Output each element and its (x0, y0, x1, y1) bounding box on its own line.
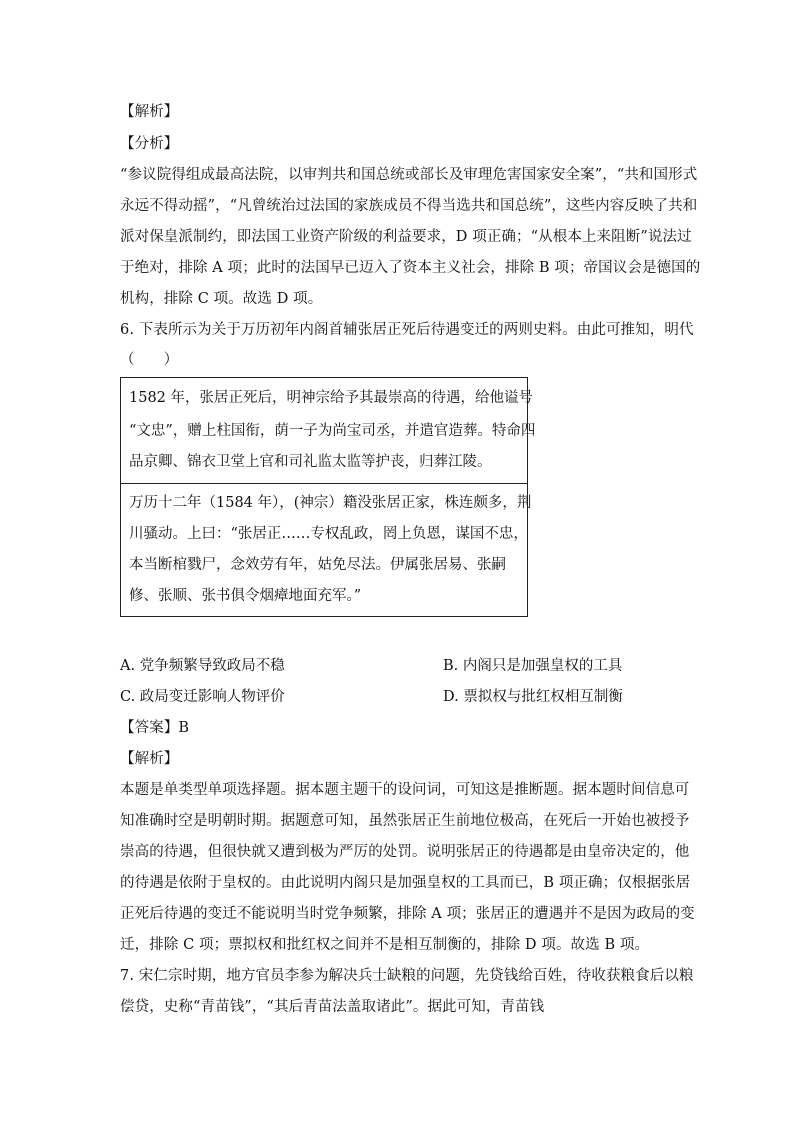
q5-body-line: 永远不得动摇”，“凡曾统治过法国的家族成员不得当选共和国总统”，这些内容反映了共和 (120, 198, 698, 214)
option-b: B. 内阁只是加强皇权的工具 (443, 658, 623, 674)
q6-explanation-line: 迁，排除 C 项；票拟权和批红权之间并不是相互制衡的，排除 D 项。故选 B 项。 (120, 937, 650, 953)
q5-body-line: 于绝对，排除 A 项；此时的法国早已迈入了资本主义社会，排除 B 项；帝国议会是德国的 (120, 260, 701, 276)
q5-body-line: 派对保皇派制约，即法国工业资产阶级的利益要求，D 项正确；“从根本上来阻断”说法过 (120, 229, 692, 245)
option-d: D. 票拟权与批红权相互制衡 (443, 689, 623, 705)
table-row1-line: 1582 年，张居正死后，明神宗给予其最崇高的待遇，给他谥号 (129, 390, 534, 406)
q6-jiexi-label: 【解析】 (120, 751, 179, 767)
q5-jiexi-label: 【解析】 (120, 104, 179, 120)
q5-body-line: 机构，排除 C 项。故选 D 项。 (120, 291, 323, 307)
table-row2-line: 万历十二年（1584 年），(神宗）籍没张居正家，株连颇多，荆 (129, 495, 532, 511)
q7-stem-line: 偿贷，史称“青苗钱”，“其后青苗法盖取诸此”。据此可知，青苗钱 (120, 999, 545, 1015)
table-row2-line: 川骚动。上曰：“张居正……专权乱政，罔上负恩，谋国不忠， (129, 526, 528, 542)
q7-stem-line: 7. 宋仁宗时期，地方官员李参为解决兵士缺粮的问题，先贷钱给百姓，待收获粮食后以粮 (120, 968, 694, 984)
q6-explanation-line: 本题是单类型单项选择题。据本题主题干的设问词，可知这是推断题。据本题时间信息可 (120, 782, 690, 798)
table-row1-line: “文忠”，赠上柱国衔，荫一子为尚宝司丞，并遣官造葬。特命四 (129, 423, 536, 439)
q5-body-line: “参议院得组成最高法院，以审判共和国总统或部长及审理危害国家安全案”，“共和国形式 (120, 167, 698, 183)
table-row2-line: 本当断棺戮尸，念效劳有年，姑免尽法。伊属张居易、张嗣 (129, 557, 506, 573)
q5-fenxi-label: 【分析】 (120, 136, 179, 152)
table-row1-line: 品京卿、锦衣卫堂上官和司礼监太监等护丧，归葬江陵。 (129, 454, 492, 470)
q6-stem-blank: （ ） (120, 352, 179, 368)
q6-explanation-line: 的待遇是依附于皇权的。由此说明内阁只是加强皇权的工具而已，B 项正确；仅根据张居 (120, 875, 691, 891)
q6-stem-line: 6. 下表所示为关于万历初年内阁首辅张居正死后待遇变迁的两则史料。由此可推知，明代 (120, 322, 694, 338)
q6-explanation-line: 知准确时空是明朝时期。据题意可知，虽然张居正生前地位极高，在死后一开始也被授予 (120, 813, 690, 829)
table-divider (120, 483, 528, 484)
table-row2-line: 修、张顺、张书俱令烟瘴地面充军。” (129, 588, 362, 604)
q6-explanation-line: 正死后待遇的变迁不能说明当时党争频繁，排除 A 项；张居正的遭遇并不是因为政局的变 (120, 906, 695, 922)
q6-explanation-line: 崇高的待遇，但很快就又遭到极为严厉的处罚。说明张居正的待遇都是由皇帝决定的，他 (120, 844, 690, 860)
option-a: A. 党争频繁导致政局不稳 (120, 658, 285, 674)
q6-answer: 【答案】B (120, 720, 190, 736)
option-c: C. 政局变迁影响人物评价 (120, 689, 285, 705)
